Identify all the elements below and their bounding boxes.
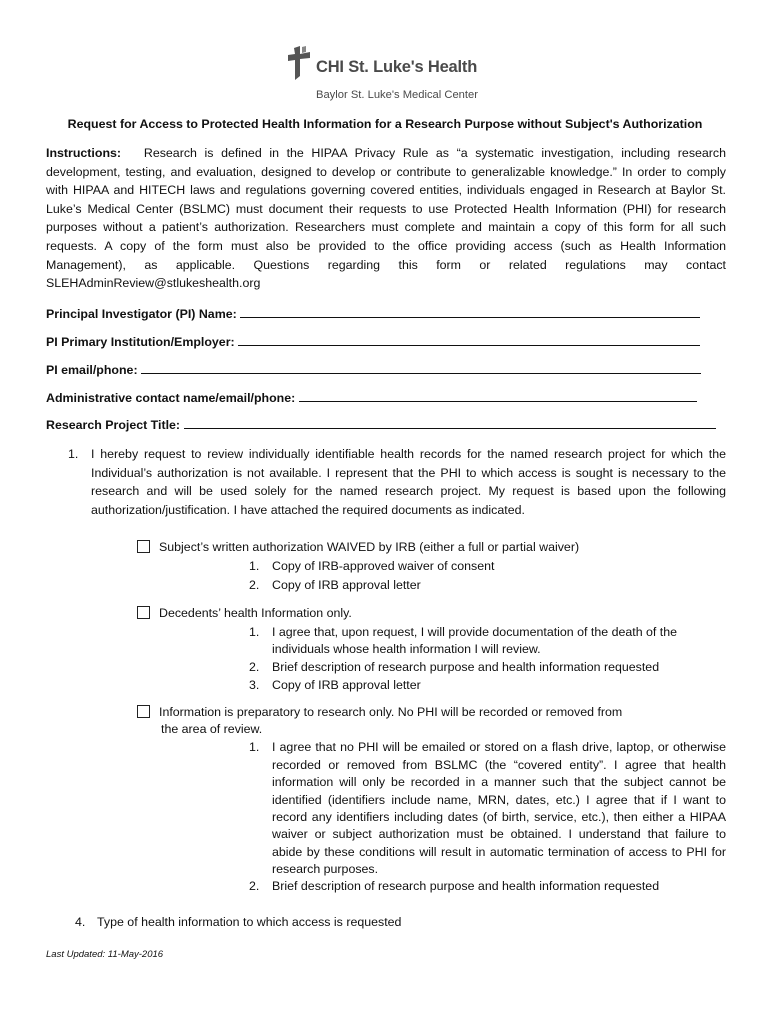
preparatory-sub-text: identified (identifiers include name, MRN, dates, etc.) I agree that if I want to: [272, 793, 726, 807]
preparatory-sub-text: information will only be recorded in a manner such that the subject cannot be: [272, 775, 726, 789]
instructions-line: requests. A copy of the form must also be provided to the office providing access (such as Health Information: [46, 238, 726, 253]
item-1-line: authorization/justification. I have attached the required documents as indicated.: [91, 503, 525, 517]
decedents-sub-text: I agree that, upon request, I will provide documentation of the death of the: [272, 625, 678, 639]
waiver-sub-number: 2.: [249, 578, 260, 592]
instructions-line: development, testing, and evaluation, designed to develop or contribute to generalizable knowledge.” In order to comply: [46, 164, 726, 179]
instructions-paragraph: [46, 144, 726, 293]
preparatory-sub-number: 1.: [249, 740, 260, 754]
pi-institution-label: PI Primary Institution/Employer:: [46, 335, 235, 349]
admin-contact-input-line[interactable]: [299, 390, 697, 402]
pi-email-phone-input-line[interactable]: [141, 362, 701, 374]
pi-email-phone-field: [46, 361, 701, 381]
preparatory-checkbox[interactable]: [137, 705, 150, 718]
item-1-line: I hereby request to review individually identifiable health records for the named research project for which the: [91, 447, 726, 461]
waiver-label: Subject’s written authorization WAIVED by IRB (either a full or partial waiver): [159, 540, 580, 554]
preparatory-label: Information is preparatory to research only. No PHI will be recorded or removed from: [159, 705, 623, 719]
instructions-line: Luke’s Medical Center (BSLMC) must document their requests to use Protected Health Information (PHI) for research: [46, 201, 726, 216]
instructions-line: SLEHAdminReview@stlukeshealth.org: [46, 276, 261, 291]
instructions-line: with HIPAA and HITECH laws and regulations governing covered entities, individuals engaged in Research at Baylor St.: [46, 183, 726, 198]
pi-institution-input-line[interactable]: [238, 334, 700, 346]
pi-email-phone-label: PI email/phone:: [46, 363, 138, 377]
form-title: Request for Access to Protected Health Information for a Research Purpose without Subject's Authorization: [67, 117, 703, 131]
project-title-input-line[interactable]: [184, 417, 716, 429]
preparatory-sub-text: recorded or removed from BSLMC (the “covered entity”. I agree that health: [272, 758, 726, 772]
pi-institution-field: [46, 333, 700, 353]
waiver-sub-number: 1.: [249, 559, 260, 573]
preparatory-label: the area of review.: [161, 722, 263, 736]
decedents-sub-number: 1.: [249, 625, 260, 639]
item-4-number: 4.: [75, 915, 86, 929]
pi-name-label: Principal Investigator (PI) Name:: [46, 307, 237, 321]
decedents-sub-text: Copy of IRB approval letter: [272, 678, 421, 692]
admin-contact-field: [46, 389, 697, 409]
decedents-sub-number: 2.: [249, 660, 260, 674]
item-4-text: Type of health information to which access is requested: [97, 915, 402, 929]
project-title-label: Research Project Title:: [46, 418, 181, 432]
decedents-checkbox[interactable]: [137, 606, 150, 619]
preparatory-sub-text: abide by these conditions will result in automatic termination of access to PHI for: [272, 845, 726, 859]
logo-brand-text: CHI St. Luke's Health: [316, 58, 478, 76]
waiver-checkbox[interactable]: [137, 540, 150, 553]
waiver-sub-text: Copy of IRB-approved waiver of consent: [272, 559, 495, 573]
decedents-sub-number: 3.: [249, 678, 260, 692]
preparatory-sub-text: Brief description of research purpose and health information requested: [272, 879, 660, 893]
preparatory-sub-text: research purposes.: [272, 862, 379, 876]
instructions-label: Instructions:: [46, 146, 122, 160]
logo-subtitle: Baylor St. Luke's Medical Center: [316, 89, 478, 101]
cross-logo-icon: [286, 44, 316, 84]
preparatory-sub-text: waiver or subject authorization must be obtained. I understand that failure to: [272, 827, 726, 841]
instructions-line: purposes without a patient’s authorization. Researchers must complete and maintain a copy of this form for all such: [46, 220, 726, 235]
instructions-line: Instructions: Research is defined in the HIPAA Privacy Rule as “a systematic investigation, including research: [46, 146, 727, 160]
decedents-label: Decedents’ health Information only.: [159, 606, 352, 620]
preparatory-sub-number: 2.: [249, 879, 260, 893]
waiver-sub-text: Copy of IRB approval letter: [272, 578, 421, 592]
pi-name-field: [46, 305, 700, 325]
admin-contact-label: Administrative contact name/email/phone:: [46, 391, 296, 405]
preparatory-sub-text: I agree that no PHI will be emailed or stored on a flash drive, laptop, or otherwise: [272, 740, 726, 754]
item-1-line: research and will be used solely for the named research project. My request is based upon the following: [91, 484, 726, 498]
decedents-sub-text: Brief description of research purpose and health information requested: [272, 660, 660, 674]
decedents-sub-text: individuals whose health information I will review.: [272, 642, 541, 656]
pi-name-input-line[interactable]: [240, 306, 700, 318]
last-updated-footer: Last Updated: 11-May-2016: [46, 949, 164, 960]
chi-st-lukes-logo: [286, 44, 486, 104]
preparatory-sub-text: record any identifiers including dates (of birth, service, etc.), then either a HIPAA: [272, 810, 726, 824]
project-title-field: [46, 416, 716, 436]
item-1-line: Individual’s authorization is not available. I represent that the PHI to which access is sought is necessary to the: [91, 466, 726, 480]
instructions-line: Management), as applicable. Questions regarding this form or related regulations may contact: [46, 257, 726, 272]
item-1-number: 1.: [68, 447, 79, 461]
